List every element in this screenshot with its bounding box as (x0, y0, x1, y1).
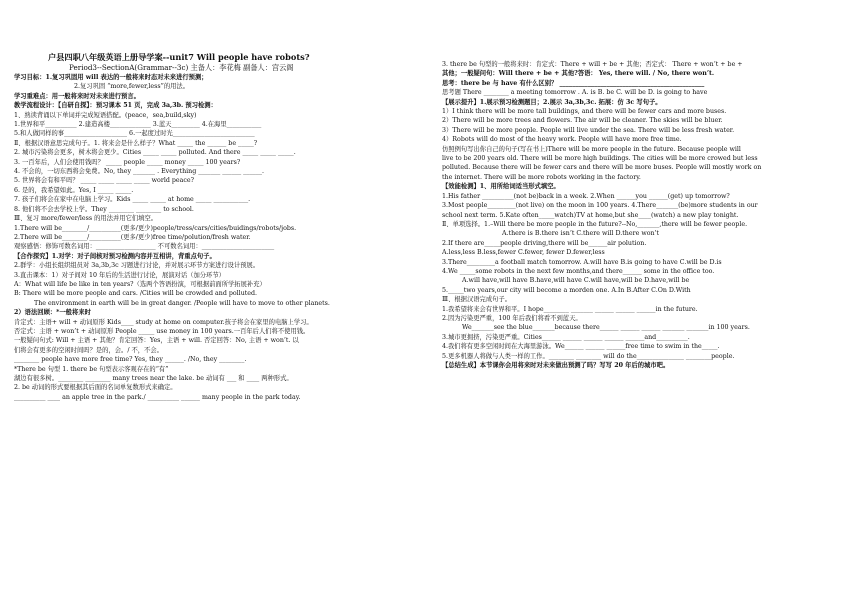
text-line: 3.Most people_________(not live) on the moon in 100 years. 4.There_______(be)more students in our (442, 202, 758, 210)
text-line: 4.我们将有更多空闲时间在大海里游泳。We______ ______ ______free time to swim in the_____. (442, 343, 720, 351)
text-line: 6. 是的，我希望如此。Yes, I _____ _____. (14, 186, 134, 194)
text-line: Ⅱ、单项选择。1.–Will there be more people in the future?--No,_______,there will be fewer people. (442, 220, 748, 228)
text-line: 3.城市更拥挤，污染更严重。Cities______ ______ ______ ______ ______and__________. (442, 333, 690, 341)
text-line: polluted. Because there will be fewer cars and there will be more buses. People will mostly work on (442, 164, 762, 172)
text-line: 2.If there are_____people driving,there will be______air polution. (442, 239, 647, 247)
grammar-heading: 2）语法回顾：*一般将来时 (14, 309, 91, 317)
goal-line: 学习目标：1.复习巩固用 will 表达的一般将来时态对未来进行预测； (14, 74, 208, 81)
text-line: 仿照例句写出你自己的句子(写在书上)There will be more people in the future. Because people will (442, 145, 741, 153)
text-line: 否定式：主语 + won’t + 动词原形 People _____ use money in 100 years.一百年后人们将不使用钱。 (14, 327, 310, 335)
text-line: Ⅲ、根据汉语完成句子。 (442, 296, 512, 304)
text-line: B: There will be more people and cars. /Cities will be crowded and polluted. (14, 290, 258, 298)
show-heading: 【展示提升】1.展示预习检测题目；2.展示 3a,3b,3c. 拓展：仿 3c 写句子。 (442, 98, 662, 106)
period-subtitle: Period3--SectionA(Grammar--3c) 主备人：李花梅 副备人：宫云阁 (69, 63, 294, 72)
text-line: 1.His father __________(not be)back in a week. 2.When ______you ______(get) up tomorrow? (442, 192, 730, 200)
text-line: the internet. There will be more robots working in the factory. (442, 173, 641, 181)
text-line: 2.There will be________/__________(更多/更少)free time/polution/fresh water. (14, 233, 251, 241)
text-line: 2. be 动词的形式要根据其后面的名词单复数形式来确定。 (14, 384, 177, 392)
text-line: 5.和人做同样的事____________________ 6.一起度过时光__________________________ (14, 130, 255, 138)
text-line: The environment in earth will be in great danger. /People will have to move to other planets. (34, 299, 330, 307)
text-line: 1、熟读背诵以下单词并完成短语搭配。(peace，sea,build,sky) (14, 111, 197, 119)
text-line: 4.We _____some robots in the next few months,and there______ some in the office too. (442, 267, 715, 275)
text-line: 其他；一般疑问句：Will there + be + 其他?答语： Yes, there will. / No, there won’t. (442, 70, 715, 78)
cooperation-heading: 【合作探究】1.对学：对子间核对预习检测内容并互相讲，背重点句子。 (14, 252, 216, 260)
text-line: 4. 不会的，一切东西将会免费。No, they _______ . Everything _______ ______ ______. (14, 168, 265, 176)
text-line: 1.我希望将来会有世界和平。I hope________ _______ ______ ______ ______in the future. (442, 305, 698, 313)
goal-line-2: 2.复习巩固 “more,fewer,less”的用法。 (74, 83, 190, 91)
text-line: A.will have,will have B.have,will have C.will have,will be D.have,will be (462, 277, 690, 285)
text-line: 2.因为污染更严重，100 年后我们将看不到蓝天。 (442, 314, 582, 322)
text-line: 一般疑问句式: Will + 主语 + 其他？肯定回答：Yes，主语 + will. 否定回答：No, 主语 + won’t. 以 (14, 337, 299, 345)
text-line: 1）I think there will be more tall buildings, and there will be fewer cars and more buses. (442, 108, 727, 116)
page-title: 户县四职八年级英语上册导学案--unit7 Will people have robots? (48, 52, 310, 62)
text-line: 3.直击课本：1）对子间对 10 年后的生活进行讨论，展演对话（加分环节） (14, 271, 225, 279)
text-line: A.there is B.there isn’t C.there will D.there won’t (502, 230, 660, 238)
text-line: 2）There will be more trees and flowers. The air will be cleaner. The skies will be bluer. (442, 117, 723, 125)
text-line: 3）There will be more people. People will live under the sea. There will be less fresh water. (442, 126, 735, 134)
text-line: 3. 一百年后，人们会使用钱吗？ _____ people _____ money _____ 100 years? (14, 158, 241, 166)
process-line: 教学流程设计：【自研自探】：预习课本 51 页，完成 3a,3b. 预习检测： (14, 102, 217, 110)
text-line: 2. 城市污染将会更多，树木将会更少。Cities _____ _____ polluted. And there _____ _____ _____. (14, 149, 296, 157)
text-line: 7. 孩子们将会在家中在电脑上学习。Kids _____ _____ at home _____ ___________. (14, 196, 251, 204)
left-column (14, 52, 414, 402)
text-line: school next term. 5.Kate often_____watch)TV at home,but she____(watch) a new play tonight. (442, 211, 739, 219)
text-line: __________ ____ an apple tree in the park./ __________ ______ many people in the park today. (14, 393, 301, 401)
text-line: A：What will life be like in ten years?（选两个答语扮演，可根据前面所学拓展补充） (14, 280, 266, 288)
text-line: ________ people have more free time? Yes, they ______. /No, they ________. (14, 356, 247, 364)
summary-heading: 【总结生成】本节课你会用将来时对未来做出预测了吗？写写 20 年后的城市吧。 (442, 362, 670, 369)
text-line: 湖边有很多树。________ ________ many trees near the lake. be 动词有 ___ 和 ____ 两种形式。 (14, 375, 293, 382)
text-line: 3.There_________a football match tomorrow. A.will have B.is going to have C.will be D.is (442, 258, 722, 266)
text-line: 观察感悟：修饰可数名词用：___________________ 不可数名词用：_______________________ (14, 243, 275, 251)
text-line: 3. there be 句型的一般将来时：肯定式：There + will + be + 其他；否定式： There + won’t + be + (442, 61, 743, 68)
text-line: A.less,less B.less,fewer C.fewer, fewer D.fewer,less (442, 249, 605, 257)
text-line: *There be 句型 1. there be 句型表示客观存在的“有” (14, 365, 169, 373)
text-line: Ⅲ、复习 more/fewer/less 的用法并用它们填空。 (14, 215, 158, 223)
text-line: 4）Robots will do most of the heavy work. People will have more free time. (442, 136, 682, 144)
text-line: 5._____two years,our city will become a morden one. A.In B.After C.On D.With (442, 286, 691, 294)
text-line: 1.世界和平__________ 2.建造高楼_____________ 3.蓝天_________ 4.在海里___________ (14, 121, 262, 129)
key-point-line: 学习重难点：用一般将来时对未来进行预言。 (14, 92, 140, 100)
text-line: 5.更多机器人将做与人类一样的工作。________ ________ will do the_______________ ________people. (442, 352, 735, 360)
text-line: 1.There will be________/__________(更多/更少)people/tress/cars/cities/buidings/robots/jobs. (14, 224, 297, 232)
text-line: 5. 世界将会有和平吗？ _____ _____ _____ _____ world peace? (14, 177, 195, 185)
text-line: 8. 他们将不会去学校上学。They ________ ________ to school. (14, 205, 194, 213)
text-line: 思考：there be 与 have 有什么区别？ ______________________________________________ (442, 79, 705, 87)
right-column (442, 60, 854, 370)
text-line: We_______see the blue_______because there______ ______ ______ _______ _______in 100 years. (462, 324, 750, 332)
text-line: live to be 200 years old. There will be more high buildings. The cities will be more crowed but less (442, 155, 758, 163)
text-line: Ⅱ、根据汉语意思完成句子。1. 将来会是什么样子？What _____ the ______ be _____? (14, 139, 258, 147)
text-line: 思考题 There ________ a meeting tomorrow . A. is B. be C. will be D. is going to have (442, 89, 708, 97)
test-heading: 【效能检测】1、用所给词适当形式填空。 (442, 183, 560, 191)
text-line: 肯定式：主语+ will + 动词原形 Kids____ study at home on computer.孩子将会在家里的电脑上学习。 (14, 318, 313, 326)
text-line: 们将会有更多的空闲时间吗？是的，会。/ 不，不会。 (14, 346, 163, 354)
text-line: 2.群学：小组长组织组员对 3a,3b,3c 习题进行讨论，并对展示环节方案进行设计预展。 (14, 262, 260, 270)
